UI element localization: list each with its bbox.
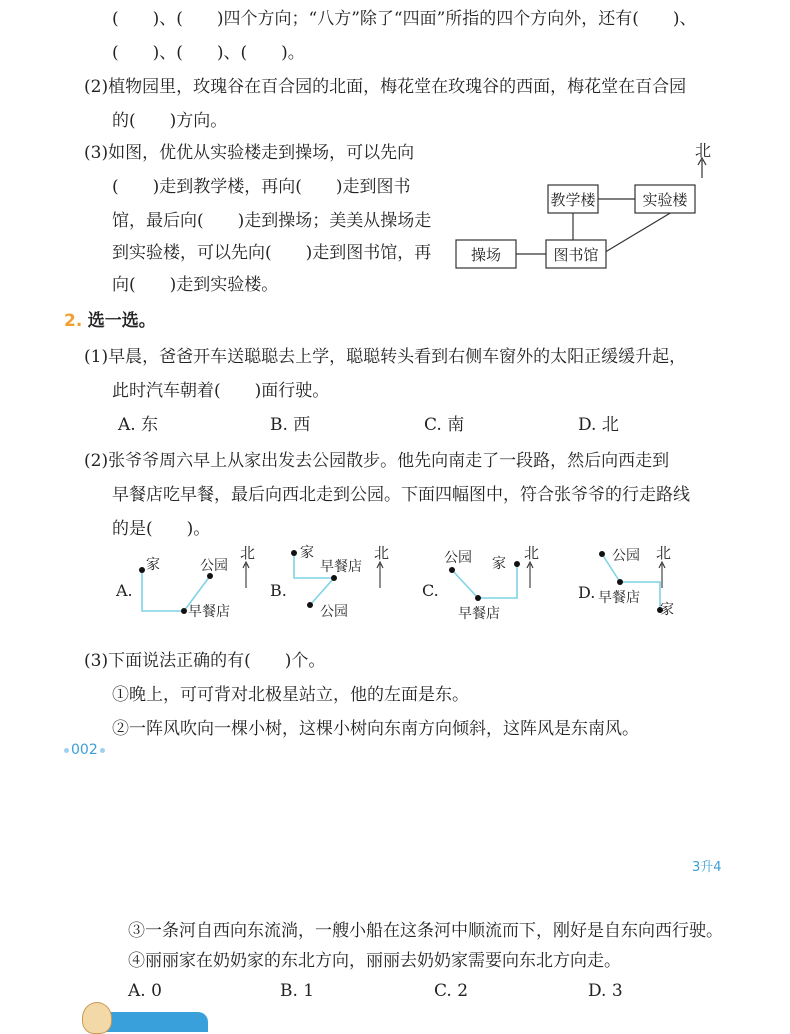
- diagram-b-north-label: 北: [374, 544, 390, 562]
- diagram-a-letter: A.: [116, 581, 133, 600]
- q3-option-b: B. 1: [280, 981, 315, 1001]
- statement-2: ②一阵风吹向一棵小树，这棵小树向东南方向倾斜，这阵风是东南风。: [112, 719, 639, 739]
- grade-label: 3升4: [692, 860, 722, 875]
- diagram-c-north-label: 北: [524, 544, 540, 562]
- route-diagram-c: [418, 540, 578, 625]
- text-line-2: ( )、( )、( )。: [112, 43, 305, 63]
- question-2-3-line: (3)下面说法正确的有( )个。: [84, 651, 326, 671]
- diagram-b-park-label: 公园: [320, 604, 348, 620]
- diagram-a-park-label: 公园: [200, 558, 228, 574]
- diagram-d-shop-dot: [617, 579, 623, 585]
- question-2-2-line-1: (2)张爷爷周六早上从家出发去公园散步。他先向南走了一段路，然后向西走到: [84, 451, 670, 471]
- diagram-b-home-label: 家: [300, 545, 314, 561]
- question-1-3-line-1: (3)如图，优优从实验楼走到操场，可以先向: [84, 143, 415, 163]
- diagram-b-letter: B.: [270, 581, 287, 600]
- diagram-a-north-label: 北: [240, 544, 256, 562]
- text-line-1: ( )、( )四个方向；“八方”除了“四面”所指的四个方向外，还有( )、: [112, 9, 697, 29]
- section-2-heading: [64, 310, 156, 332]
- diagram-d-north-label: 北: [656, 544, 672, 562]
- diagram-c-home-dot: [514, 561, 520, 567]
- option-a: A. 东: [118, 415, 159, 435]
- diagram-a-shop-dot: [181, 608, 187, 614]
- library-label: 图书馆: [553, 246, 599, 264]
- section-2-number: 2.: [64, 311, 83, 331]
- page-number-dot-left: [64, 748, 69, 753]
- option-c: C. 南: [424, 415, 465, 435]
- route-diagram-a: [112, 540, 262, 625]
- campus-map-north-label: 北: [695, 141, 712, 160]
- diagram-a-shop-label: 早餐店: [188, 604, 230, 620]
- diagram-a-home-dot: [139, 567, 145, 573]
- mascot-icon: [82, 1002, 112, 1034]
- teaching-building-label: 教学楼: [550, 191, 596, 209]
- page-number-text: 002: [71, 742, 98, 758]
- diagram-d-park-dot: [599, 551, 605, 557]
- diagram-b-park-dot: [307, 602, 313, 608]
- statement-4: ④丽丽家在奶奶家的东北方向，丽丽去奶奶家需要向东北方向走。: [128, 951, 621, 971]
- diagram-d-park-label: 公园: [612, 548, 640, 564]
- question-1-3-line-5: 向( )走到实验楼。: [112, 275, 279, 295]
- question-2-2-line-3: 的是( )。: [112, 519, 211, 539]
- question-1-3-line-2: ( )走到教学楼，再向( )走到图书: [112, 177, 411, 197]
- question-1-2-line-2: 的( )方向。: [112, 111, 228, 131]
- statement-1: ①晚上，可可背对北极星站立，他的左面是东。: [112, 685, 469, 705]
- q3-option-a: A. 0: [128, 981, 162, 1001]
- option-b: B. 西: [270, 415, 311, 435]
- campus-map: [452, 140, 722, 275]
- diagram-d-shop-label: 早餐店: [598, 590, 640, 606]
- q3-option-d: D. 3: [588, 981, 623, 1001]
- question-2-2-line-2: 早餐店吃早餐，最后向西北走到公园。下面四幅图中，符合张爷爷的行走路线: [112, 485, 690, 505]
- option-d: D. 北: [578, 415, 619, 435]
- route-diagram-d: [574, 540, 724, 625]
- route-diagram-b: [266, 540, 416, 625]
- question-2-1-line-1: (1)早晨，爸爸开车送聪聪去上学，聪聪转头看到右侧车窗外的太阳正缓缓升起，: [84, 347, 687, 367]
- diagram-c-home-label: 家: [492, 556, 506, 572]
- statement-3: ③一条河自西向东流淌，一艘小船在这条河中顺流而下，刚好是自东向西行驶。: [128, 921, 723, 941]
- diagram-b-shop-label: 早餐店: [320, 559, 362, 575]
- diagram-c-route: [452, 564, 517, 598]
- diagram-d-home-label: 家: [660, 602, 674, 618]
- diagram-b-home-dot: [291, 550, 297, 556]
- question-1-2-line-1: (2)植物园里，玫瑰谷在百合园的北面，梅花堂在玫瑰谷的西面，梅花堂在百合园: [84, 77, 687, 97]
- question-2-1-line-2: 此时汽车朝着( )面行驶。: [112, 381, 330, 401]
- section-2-title: 选一选。: [87, 311, 156, 331]
- question-1-3-line-3: 馆，最后向( )走到操场；美美从操场走: [112, 211, 432, 231]
- q3-option-c: C. 2: [434, 981, 469, 1001]
- page-number: [62, 742, 107, 758]
- path-library-lab: [602, 212, 672, 254]
- lab-building-label: 实验楼: [642, 191, 688, 209]
- diagram-b-shop-dot: [331, 575, 337, 581]
- diagram-a-home-label: 家: [146, 557, 160, 573]
- diagram-c-park-dot: [449, 567, 455, 573]
- diagram-c-shop-label: 早餐店: [458, 606, 500, 622]
- page-number-dot-right: [100, 748, 105, 753]
- diagram-c-shop-dot: [475, 595, 481, 601]
- diagram-d-letter: D.: [578, 583, 596, 602]
- question-1-3-line-4: 到实验楼，可以先向( )走到图书馆，再: [112, 243, 432, 263]
- diagram-c-letter: C.: [422, 581, 439, 600]
- diagram-c-park-label: 公园: [444, 550, 472, 566]
- field-label: 操场: [470, 246, 502, 264]
